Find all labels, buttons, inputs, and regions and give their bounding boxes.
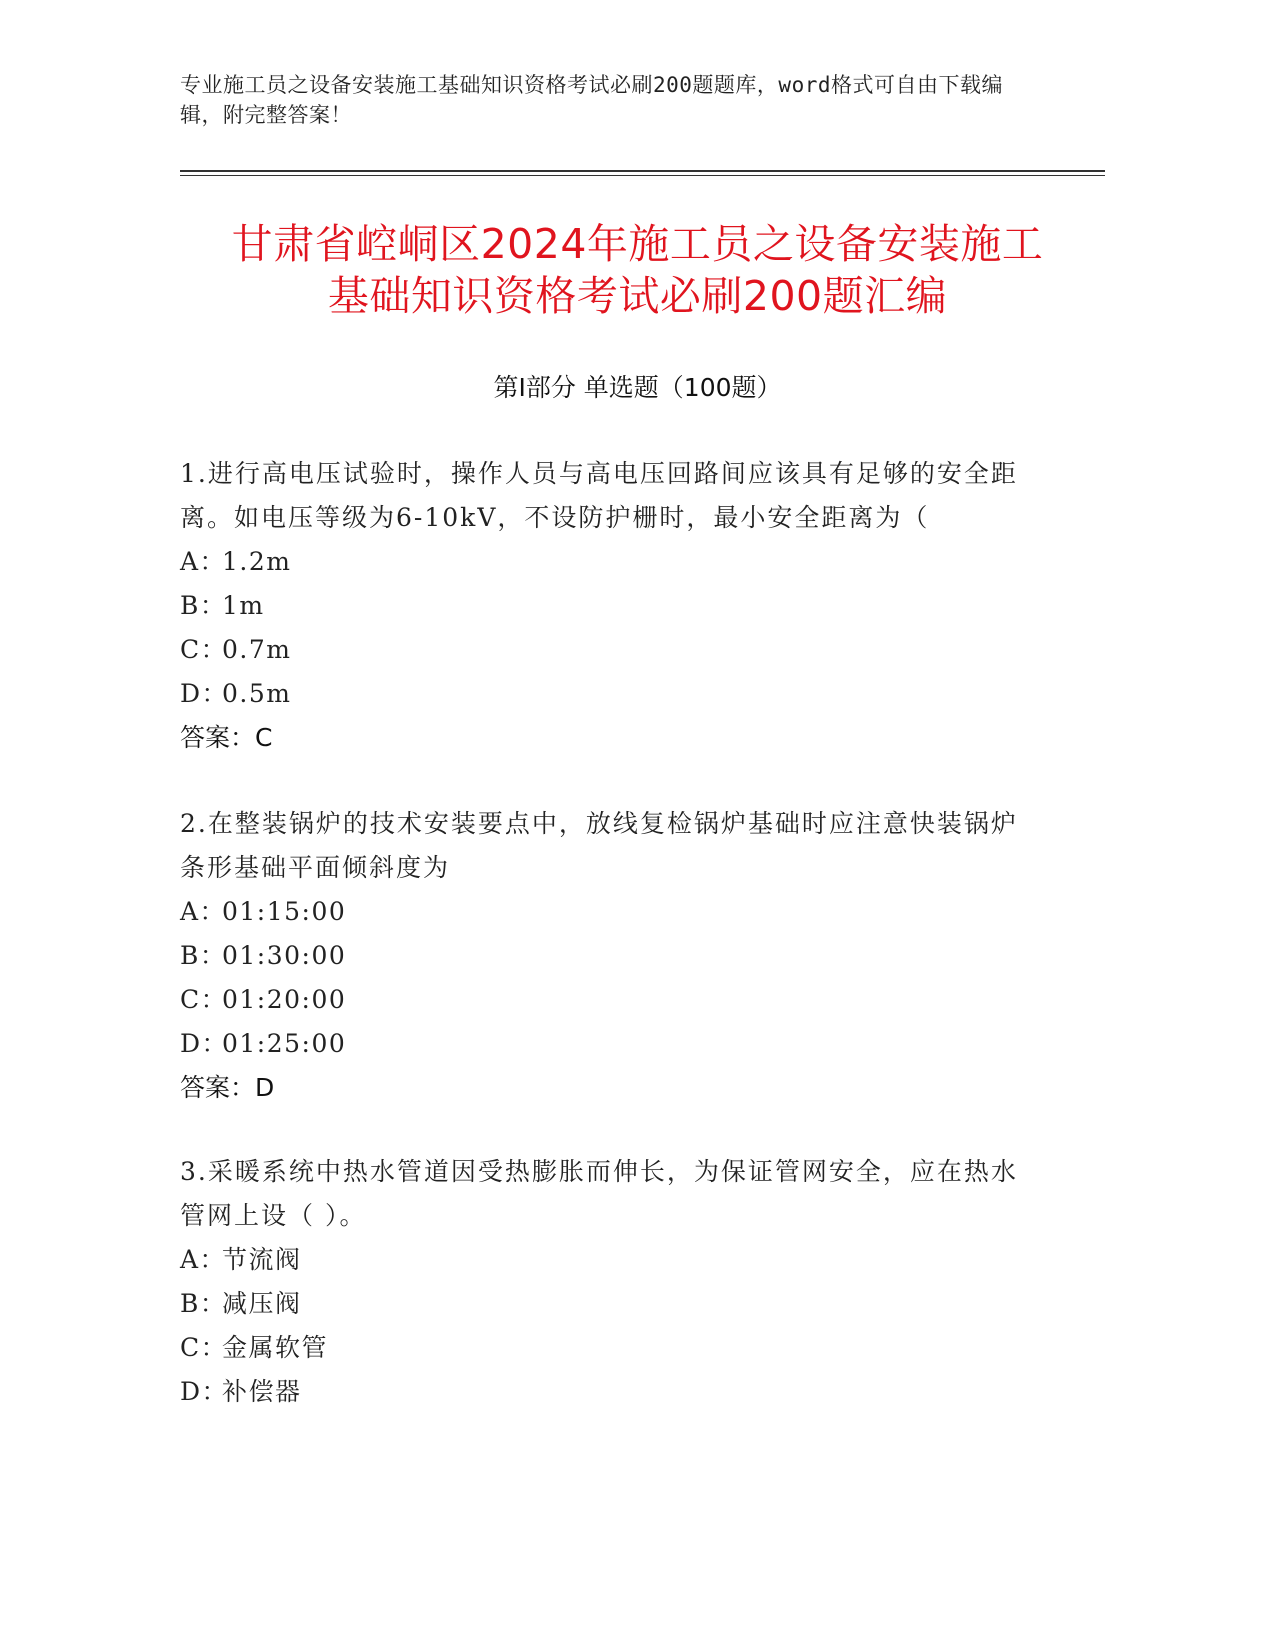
option-text: 金属软管 bbox=[222, 1333, 329, 1362]
option-d bbox=[180, 672, 1040, 716]
option-b bbox=[180, 584, 1040, 628]
option-text: 1m bbox=[222, 591, 265, 620]
option-key: B： bbox=[180, 1289, 227, 1318]
answer-line: 答案：D bbox=[180, 1073, 275, 1102]
option-text: 01:20:00 bbox=[222, 985, 347, 1014]
option-text: 0.7m bbox=[222, 635, 292, 664]
document-title-line-1: 甘肃省崆峒区2024年施工员之设备安装施工 bbox=[231, 220, 1044, 268]
answer-line: 答案：C bbox=[180, 723, 273, 752]
option-text: 0.5m bbox=[222, 679, 292, 708]
option-a bbox=[180, 540, 1040, 584]
option-c bbox=[180, 628, 1040, 672]
option-key: C： bbox=[180, 985, 228, 1014]
option-key: A： bbox=[180, 1245, 227, 1274]
option-key: B： bbox=[180, 591, 227, 620]
header-divider-thin bbox=[180, 175, 1105, 176]
option-d bbox=[180, 1370, 1040, 1414]
option-a bbox=[180, 890, 1040, 934]
question-3 bbox=[180, 1150, 1040, 1414]
question-stem: 3.采暖系统中热水管道因受热膨胀而伸长，为保证管网安全，应在热水管网上设（ ）。 bbox=[180, 1157, 1018, 1230]
question-1 bbox=[180, 452, 1040, 760]
document-title-line-2: 基础知识资格考试必刷200题汇编 bbox=[327, 272, 948, 320]
option-key: A： bbox=[180, 897, 227, 926]
option-key: A： bbox=[180, 547, 227, 576]
section-heading: 第Ⅰ部分 单选题（100题） bbox=[493, 373, 782, 402]
option-text: 1.2m bbox=[222, 547, 292, 576]
option-d bbox=[180, 1022, 1040, 1066]
option-b bbox=[180, 934, 1040, 978]
document-header-note: 专业施工员之设备安装施工基础知识资格考试必刷200题题库，word格式可自由下载编辑，附完整答案！ bbox=[180, 73, 1003, 127]
option-c bbox=[180, 978, 1040, 1022]
question-stem: 2.在整装锅炉的技术安装要点中，放线复检锅炉基础时应注意快装锅炉条形基础平面倾斜度为 bbox=[180, 809, 1018, 882]
option-text: 01:30:00 bbox=[222, 941, 347, 970]
option-key: C： bbox=[180, 635, 228, 664]
option-c bbox=[180, 1326, 1040, 1370]
option-text: 01:25:00 bbox=[222, 1029, 347, 1058]
header-divider-thick bbox=[180, 170, 1105, 172]
option-b bbox=[180, 1282, 1040, 1326]
option-a bbox=[180, 1238, 1040, 1282]
option-text: 节流阀 bbox=[222, 1245, 302, 1274]
option-key: B： bbox=[180, 941, 227, 970]
question-stem: 1.进行高电压试验时，操作人员与高电压回路间应该具有足够的安全距离。如电压等级为6-10kV，不设防护栅时，最小安全距离为（ bbox=[180, 459, 1018, 532]
option-key: D： bbox=[180, 679, 229, 708]
option-text: 补偿器 bbox=[222, 1377, 302, 1406]
option-text: 减压阀 bbox=[222, 1289, 302, 1318]
document-title bbox=[150, 218, 1125, 322]
option-key: D： bbox=[180, 1377, 229, 1406]
option-key: D： bbox=[180, 1029, 229, 1058]
option-text: 01:15:00 bbox=[222, 897, 347, 926]
question-2 bbox=[180, 802, 1040, 1110]
option-key: C： bbox=[180, 1333, 228, 1362]
